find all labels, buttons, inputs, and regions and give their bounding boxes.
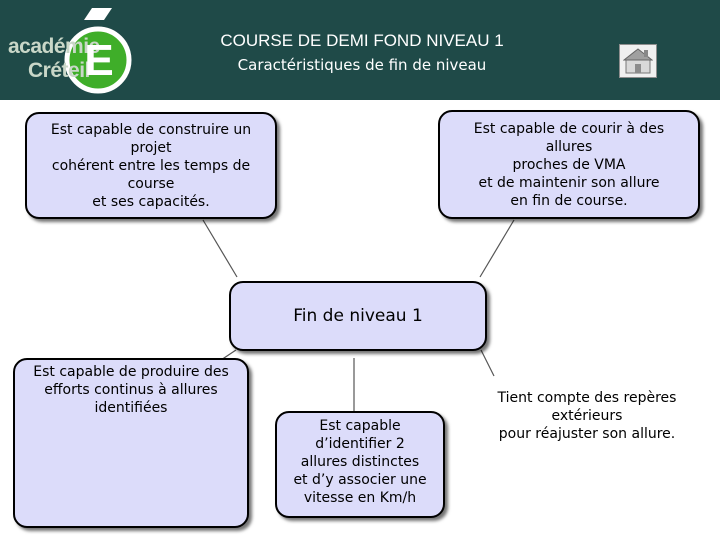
node-bottom-right-line: pour réajuster son allure. — [498, 426, 676, 442]
node-top-right-line: Est capable de courir à des — [473, 121, 665, 137]
node-top-right — [438, 110, 700, 219]
node-bottom-left-line: identifiées — [94, 400, 168, 416]
node-top-left-line: course — [127, 176, 175, 192]
node-center — [229, 281, 487, 351]
page-subtitle: Caractéristiques de fin de niveau — [237, 56, 487, 74]
node-bottom-left-line: efforts continus à allures — [44, 382, 218, 398]
node-bottom-right-line: extérieurs — [551, 408, 623, 424]
node-top-left — [25, 112, 277, 219]
connector-top-left — [203, 220, 237, 277]
connector-top-right — [480, 220, 514, 277]
node-bottom-left — [13, 358, 249, 528]
node-top-left-line: Est capable de construire un — [50, 122, 252, 138]
node-top-right-line: proches de VMA — [512, 157, 626, 173]
node-bottom-middle-line: Est capable — [319, 418, 401, 434]
node-bottom-middle — [275, 411, 445, 518]
node-bottom-middle-line: allures distinctes — [300, 454, 420, 470]
node-bottom-right-line: Tient compte des repères — [497, 390, 677, 406]
connector-bottom-right — [481, 350, 494, 376]
node-top-right-line: en fin de course. — [510, 193, 628, 209]
node-top-left-line: projet — [130, 140, 172, 156]
logo-line-2: Créteil — [28, 59, 90, 82]
node-top-right-line: et de maintenir son allure — [478, 175, 660, 191]
node-bottom-left-line: Est capable de produire des — [33, 364, 229, 380]
node-bottom-right — [474, 389, 700, 443]
node-center-label: Fin de niveau 1 — [293, 306, 423, 326]
node-bottom-middle-line: vitesse en Km/h — [303, 490, 417, 506]
logo-line-1: académie — [8, 35, 100, 58]
node-top-left-line: et ses capacités. — [92, 194, 210, 210]
node-top-left-line: cohérent entre les temps de — [51, 158, 251, 174]
page-title: COURSE DE DEMI FOND NIVEAU 1 — [220, 31, 504, 50]
node-bottom-middle-line: d’identifier 2 — [315, 436, 405, 452]
node-top-right-line: allures — [545, 139, 593, 155]
logo-letter: E — [84, 36, 114, 85]
node-bottom-middle-line: et d’y associer une — [293, 472, 427, 488]
